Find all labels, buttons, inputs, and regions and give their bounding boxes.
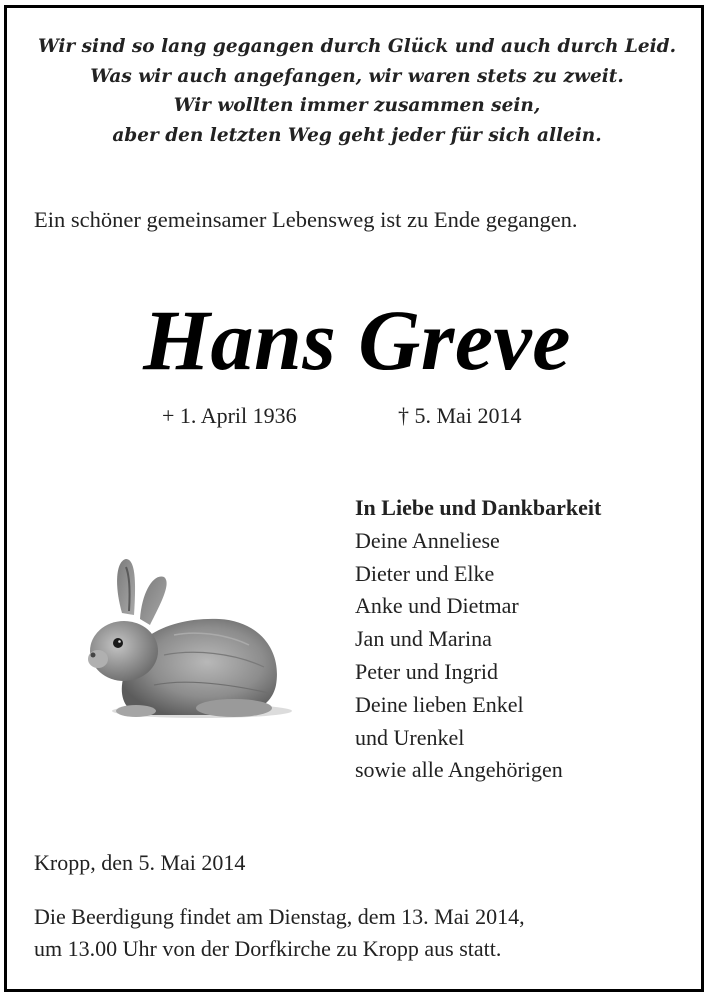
family-member: Peter und Ingrid <box>355 658 498 684</box>
poem-line: aber den letzten Weg geht jeder für sich allein. <box>112 124 602 146</box>
deceased-name: Hans Greve <box>143 292 571 388</box>
family-header: In Liebe und Dankbarkeit <box>355 495 602 520</box>
death-date: † 5. Mai 2014 <box>398 403 522 428</box>
poem <box>0 32 714 150</box>
poem-line: Wir wollten immer zusammen sein, <box>173 95 541 116</box>
poem-line: Wir sind so lang gegangen durch Glück und auch durch Leid. <box>37 36 677 57</box>
family-member: Dieter und Elke <box>355 560 495 586</box>
family-list <box>355 492 601 787</box>
family-member: sowie alle Angehörigen <box>355 757 563 783</box>
funeral-line: Die Beerdigung findet am Dienstag, dem 13. Mai 2014, <box>34 904 525 929</box>
family-member: Jan und Marina <box>355 626 492 652</box>
family-member: Anke und Dietmar <box>355 593 519 619</box>
funeral-line: um 13.00 Uhr von der Dorfkirche zu Kropp aus statt. <box>34 936 502 961</box>
birth-date: + 1. April 1936 <box>162 403 297 428</box>
place-date: Kropp, den 5. Mai 2014 <box>34 850 246 875</box>
rabbit-image <box>84 555 294 727</box>
family-member: Deine Anneliese <box>355 527 500 553</box>
intro-text: Ein schöner gemeinsamer Lebensweg ist zu Ende gegangen. <box>34 207 578 232</box>
poem-line: Was wir auch angefangen, wir waren stets zu zweit. <box>90 65 624 87</box>
family-member: Deine lieben Enkel <box>355 691 524 717</box>
funeral-notice <box>34 901 525 965</box>
family-member: und Urenkel <box>355 724 465 750</box>
